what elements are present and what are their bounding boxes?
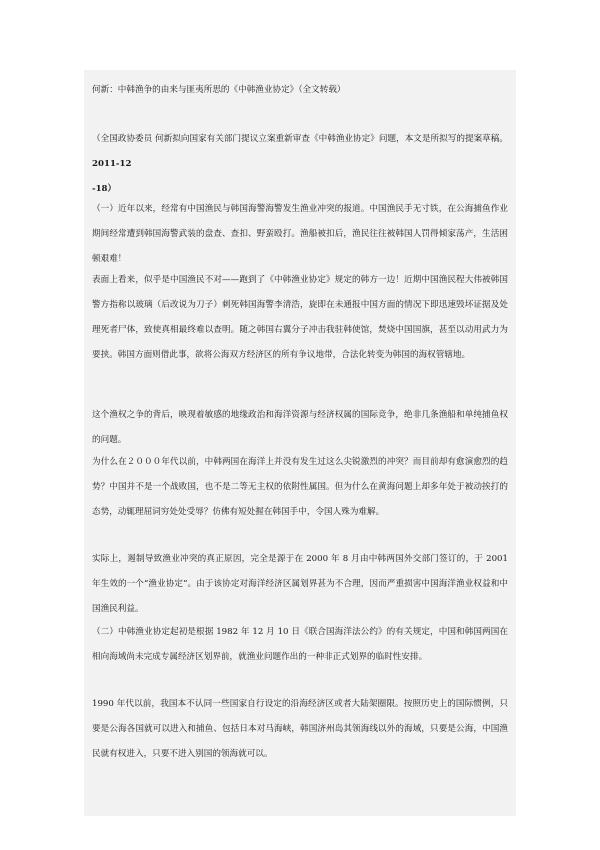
paragraph-2: 表面上看来，似乎是中国渔民不对——跑到了《中韩渔业协定》规定的韩方一边！近期中国渔民程大伟被韩国警方指称以玻璃（后改说为刀子）刺死韩国海警李清浩，旋即在未通报中国方面的情况下即迅速毁坏证据及处理死者尸体，致使真相最终难以查明。随之韩国右翼分子冲击我驻韩使馆，焚烧中国国旗，甚至以动用武力为要挟。韩国方面则借此事，欲将公海双方经济区的所有争议地带，合法化转变为韩国的海权管辖地。 — [92, 275, 508, 360]
paragraph-7: 1990 年代以前，我国本不认同一些国家自行设定的沿海经济区或者大陆架圈限。按照历史上的国际惯例，只要是公海各国就可以进入和捕鱼、包括日本对马海峡，韩国济州岛其领海线以外的海域，只要是公海，中国渔民就有权进入，只要不进入别国的领海就可以。 — [92, 699, 508, 759]
paragraph-5: 实际上，遏制导致渔业冲突的真正原因，完全是源于在 2000 年 8 月由中韩两国外交部门签订的，于 2001 年生效的一个“渔业协定”。由于该协定对海洋经济区属划界甚为不合理，因而严重损害中国海洋渔业权益和中国渔民利益。 — [92, 554, 511, 614]
paragraph-1: （一）近年以来，经常有中国渔民与韩国海警海警发生渔业冲突的报道。中国渔民手无寸铁，在公海捕鱼作业期间经常遭到韩国海警武装的盘查、查扣、野蛮殴打。渔船被扣后，渔民往往被韩国人罚得倾家荡产，生活困顿艰难！ — [92, 204, 508, 264]
paragraph-3: 这个渔权之争的背后，映现着敏感的地缘政治和海洋资源与经济权属的国际竞争，绝非几条渔船和单纯捕鱼权的问题。 — [92, 410, 508, 445]
document-page — [84, 70, 516, 816]
paragraph-6: （二）中韩渔业协定起初是根据 1982 年 12 月 10 日《联合国海洋法公约》的有关规定，中国和韩国两国在相向海域尚未完成专属经济区划界前，就渔业问题作出的一种非正式划界的临时性安排。 — [92, 627, 508, 662]
paragraph-4: 为什么在２０００年代以前，中韩两国在海洋上并没有发生过这么尖锐激烈的冲突？而目前却有愈演愈烈的趋势？中国并不是一个战败国，也不是二等无主权的依附性属国。但为什么在黄海问题上却多年处于被动挨打的态势，动辄理屈词穷处处受辱？仿佛有短处握在韩国手中，令国人殊为难解。 — [92, 457, 508, 517]
document-title: 何新：中韩渔争的由来与匪夷所思的《中韩渔业协定》（全文转载） — [92, 85, 346, 95]
intro-date-part1: 2011-12 — [92, 159, 132, 169]
intro-date-part2: -18） — [92, 184, 117, 194]
intro-text: （全国政协委员 何新拟向国家有关部门提议立案重新审查《中韩渔业协定》问题，本文是所拟写的提案草稿。 — [92, 134, 508, 144]
intro-paragraph — [92, 127, 508, 202]
